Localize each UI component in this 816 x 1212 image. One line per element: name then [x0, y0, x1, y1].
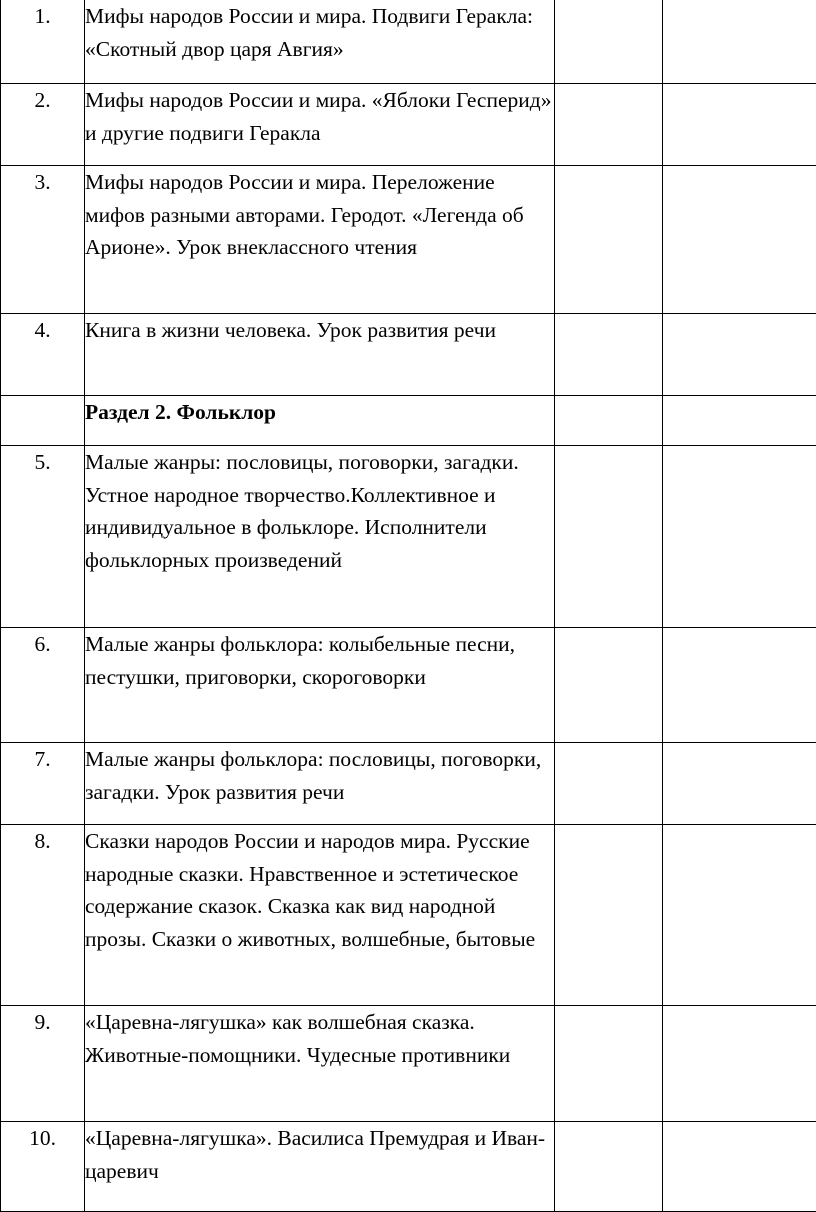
- lesson-number: 9.: [1, 1006, 85, 1122]
- empty-cell: [663, 446, 816, 628]
- table-row: [1, 743, 816, 825]
- table-row: [1, 314, 816, 396]
- empty-cell: [555, 84, 663, 166]
- empty-cell: [555, 396, 663, 446]
- empty-cell: [663, 396, 816, 446]
- empty-cell: [663, 1122, 816, 1212]
- lesson-topic: [85, 314, 555, 396]
- lesson-topic-text: Мифы народов России и мира. Переложение мифов разными авторами. Геродот. «Легенда об Арионе». Урок внеклассного чтения: [85, 166, 554, 264]
- section-row: [1, 396, 816, 446]
- lesson-topic-text: Малые жанры: пословицы, поговорки, загадки. Устное народное творчество.Коллективное и индивидуальное в фольклоре. Исполнители фольклорных произведений: [85, 446, 554, 576]
- empty-cell: [555, 446, 663, 628]
- lesson-number: 5.: [1, 446, 85, 628]
- lesson-topic: [85, 166, 555, 314]
- empty-cell: [555, 825, 663, 1006]
- lesson-topic: [85, 446, 555, 628]
- lesson-number: 1.: [1, 0, 85, 84]
- table-row: [1, 628, 816, 743]
- empty-cell: [555, 1122, 663, 1212]
- table-row: [1, 1122, 816, 1212]
- empty-cell: [555, 314, 663, 396]
- lesson-topic: [85, 825, 555, 1006]
- lesson-topic-text: Мифы народов России и мира. Подвиги Геракла: «Скотный двор царя Авгия»: [85, 0, 554, 65]
- empty-cell: [663, 0, 816, 84]
- lesson-number: 4.: [1, 314, 85, 396]
- lesson-number: 8.: [1, 825, 85, 1006]
- lesson-number: 7.: [1, 743, 85, 825]
- lesson-topic-text: Книга в жизни человека. Урок развития речи: [85, 314, 554, 347]
- empty-cell: [555, 0, 663, 84]
- lesson-topic-text: Малые жанры фольклора: пословицы, поговорки, загадки. Урок развития речи: [85, 743, 554, 808]
- lesson-topic: [85, 0, 555, 84]
- empty-cell: [555, 743, 663, 825]
- empty-cell: [555, 166, 663, 314]
- lesson-topic: [85, 1006, 555, 1122]
- table-row: [1, 825, 816, 1006]
- empty-cell: [663, 743, 816, 825]
- lesson-topic: [85, 743, 555, 825]
- lesson-topic-text: «Царевна-лягушка» как волшебная сказка. Животные-помощники. Чудесные противники: [85, 1006, 554, 1071]
- empty-cell: [663, 628, 816, 743]
- lesson-topic: [85, 628, 555, 743]
- lesson-topic: [85, 84, 555, 166]
- lesson-number: 10.: [1, 1122, 85, 1212]
- table-row: [1, 1006, 816, 1122]
- empty-cell: [663, 314, 816, 396]
- table-row: [1, 446, 816, 628]
- section-number-cell: [1, 396, 85, 446]
- empty-cell: [663, 825, 816, 1006]
- section-heading-text: Раздел 2. Фольклор: [85, 396, 554, 429]
- empty-cell: [663, 84, 816, 166]
- empty-cell: [663, 166, 816, 314]
- lesson-topic: [85, 1122, 555, 1212]
- table-row: [1, 84, 816, 166]
- lesson-number: 3.: [1, 166, 85, 314]
- table-row: [1, 166, 816, 314]
- empty-cell: [555, 1006, 663, 1122]
- section-heading: [85, 396, 555, 446]
- lesson-topic-text: Мифы народов России и мира. «Яблоки Гесперид» и другие подвиги Геракла: [85, 84, 554, 149]
- empty-cell: [663, 1006, 816, 1122]
- lesson-topic-text: Сказки народов России и народов мира. Русские народные сказки. Нравственное и эстетическое содержание сказок. Сказка как вид народной прозы. Сказки о животных, волшебные, бытовые: [85, 825, 554, 955]
- lesson-topic-text: «Царевна-лягушка». Василиса Премудрая и Иван-царевич: [85, 1122, 554, 1187]
- table-row: [1, 0, 816, 84]
- lesson-number: 2.: [1, 84, 85, 166]
- empty-cell: [555, 628, 663, 743]
- lesson-topic-text: Малые жанры фольклора: колыбельные песни, пестушки, приговорки, скороговорки: [85, 628, 554, 693]
- lesson-number: 6.: [1, 628, 85, 743]
